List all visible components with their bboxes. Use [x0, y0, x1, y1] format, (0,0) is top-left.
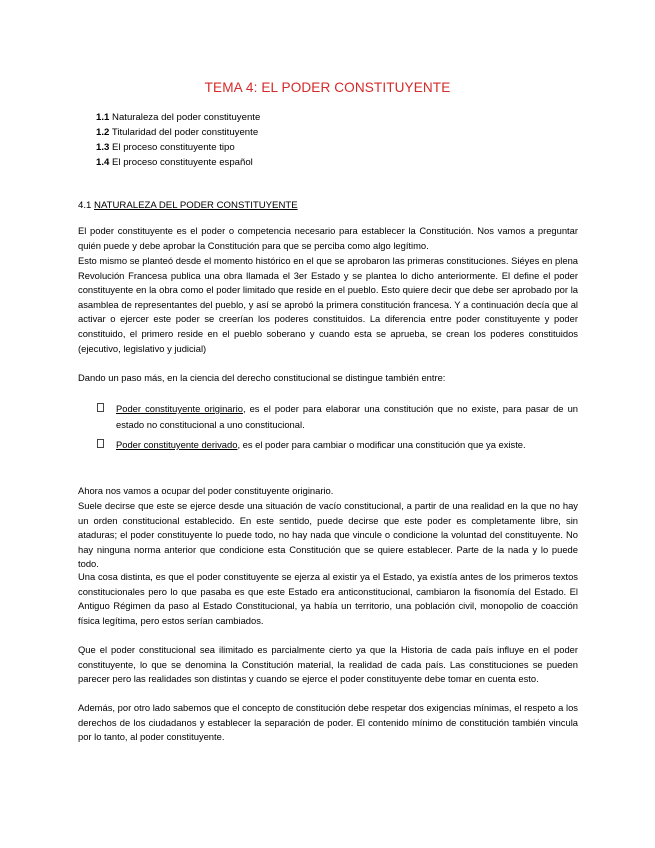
- section-number: 4.1: [78, 200, 92, 211]
- paragraph: Ahora nos vamos a ocupar del poder constituyente originario.: [78, 485, 334, 496]
- section-heading: [78, 199, 298, 213]
- paragraph: Una cosa distinta, es que el poder constituyente se ejerza al existir ya el Estado, ya existía antes de los primeros textos constitucionales pero lo que pasaba es que este Estado era anticonstitucional, cambiaron la fisonomía del Estado. El Antiguo Régimen da paso al Estado Constitucional, ya había un territorio, una población civil, monopolio de coacción física legítima, pero estos serían cambiados.: [78, 571, 578, 626]
- bullet-term: Poder constituyente originario: [116, 403, 243, 414]
- bullet-box-icon: [97, 403, 104, 412]
- document-title: TEMA 4: EL PODER CONSTITUYENTE: [204, 80, 451, 95]
- toc-item: 1.4 El proceso constituyente español: [96, 157, 253, 168]
- table-of-contents: [96, 110, 260, 170]
- bullet-box-icon: [97, 439, 104, 448]
- bullet-list: [97, 401, 578, 457]
- list-item: [97, 401, 578, 433]
- toc-item: 1.3 El proceso constituyente tipo: [96, 142, 235, 153]
- bullet-text: , es el poder para cambiar o modificar una constitución que ya existe.: [237, 439, 526, 450]
- paragraph: Que el poder constitucional sea ilimitado es parcialmente cierto ya que la Historia de cada país influye en el poder constituyente, lo que se denomina la Constitución material, la realidad de cada país. Las constituciones se pueden parecer pero las realidades son distintas y cuando se ejerce el poder constituyente debe tomar en cuenta esto.: [78, 644, 578, 685]
- toc-item: 1.2 Titularidad del poder constituyente: [96, 127, 259, 138]
- toc-item: 1.1 Naturaleza del poder constituyente: [96, 112, 261, 123]
- paragraph: Suele decirse que este se ejerce desde una situación de vacío constitucional, a partir de una realidad en la que no hay un orden constitucional establecido. En este sentido, puede decirse que este poder es completamente libre, sin ataduras; el poder constituyente lo puede todo, no hay nada que vincule o condicione la voluntad del constituyente. No hay ninguna norma anterior que condicione esta Constitución que se quiere establecer. Parte de la nada y lo puede todo.: [78, 500, 578, 570]
- section-title: NATURALEZA DEL PODER CONSTITUYENTE: [94, 200, 298, 211]
- paragraph: El poder constituyente es el poder o competencia necesario para establecer la Constitución. Nos vamos a preguntar quién puede y debe aprobar la Constitución para que se perciba como algo legítimo.: [78, 225, 578, 251]
- paragraph: Esto mismo se planteó desde el momento histórico en el que se aprobaron las primeras constituciones. Siéyes en plena Revolución Francesa publica una obra llamada el 3er Estado y se plantea lo dicho anteriormente. El define el poder constituyente en la obra como el poder limitado que reside en el pueblo. Esto quiere decir que debe ser aprobado por la asamblea de representantes del pueblo, y así se aprobó la primera constitución francesa. Y a continuación decía que al activar o ejercer este poder se creerían los poderes constituidos. La diferencia entre poder constituyente y poder constituido, el primero reside en el pueblo soberano y cuando esta se aprueba, se crean los poderes constituidos (ejecutivo, legislativo y judicial): [78, 255, 578, 354]
- paragraph: Además, por otro lado sabemos que el concepto de constitución debe respetar dos exigencias mínimas, el respeto a los derechos de los ciudadanos y establecer la separación de poder. El contenido mínimo de constitución también vincula por lo tanto, al poder constituyente.: [78, 702, 578, 743]
- bullet-text: , es el poder para elaborar una constitución que no existe, para pasar de un estado no constitucional a uno constitucional.: [116, 403, 579, 430]
- paragraph: Dando un paso más, en la ciencia del derecho constitucional se distingue también entre:: [78, 372, 446, 383]
- bullet-term: Poder constituyente derivado: [116, 439, 238, 450]
- list-item: [97, 437, 578, 453]
